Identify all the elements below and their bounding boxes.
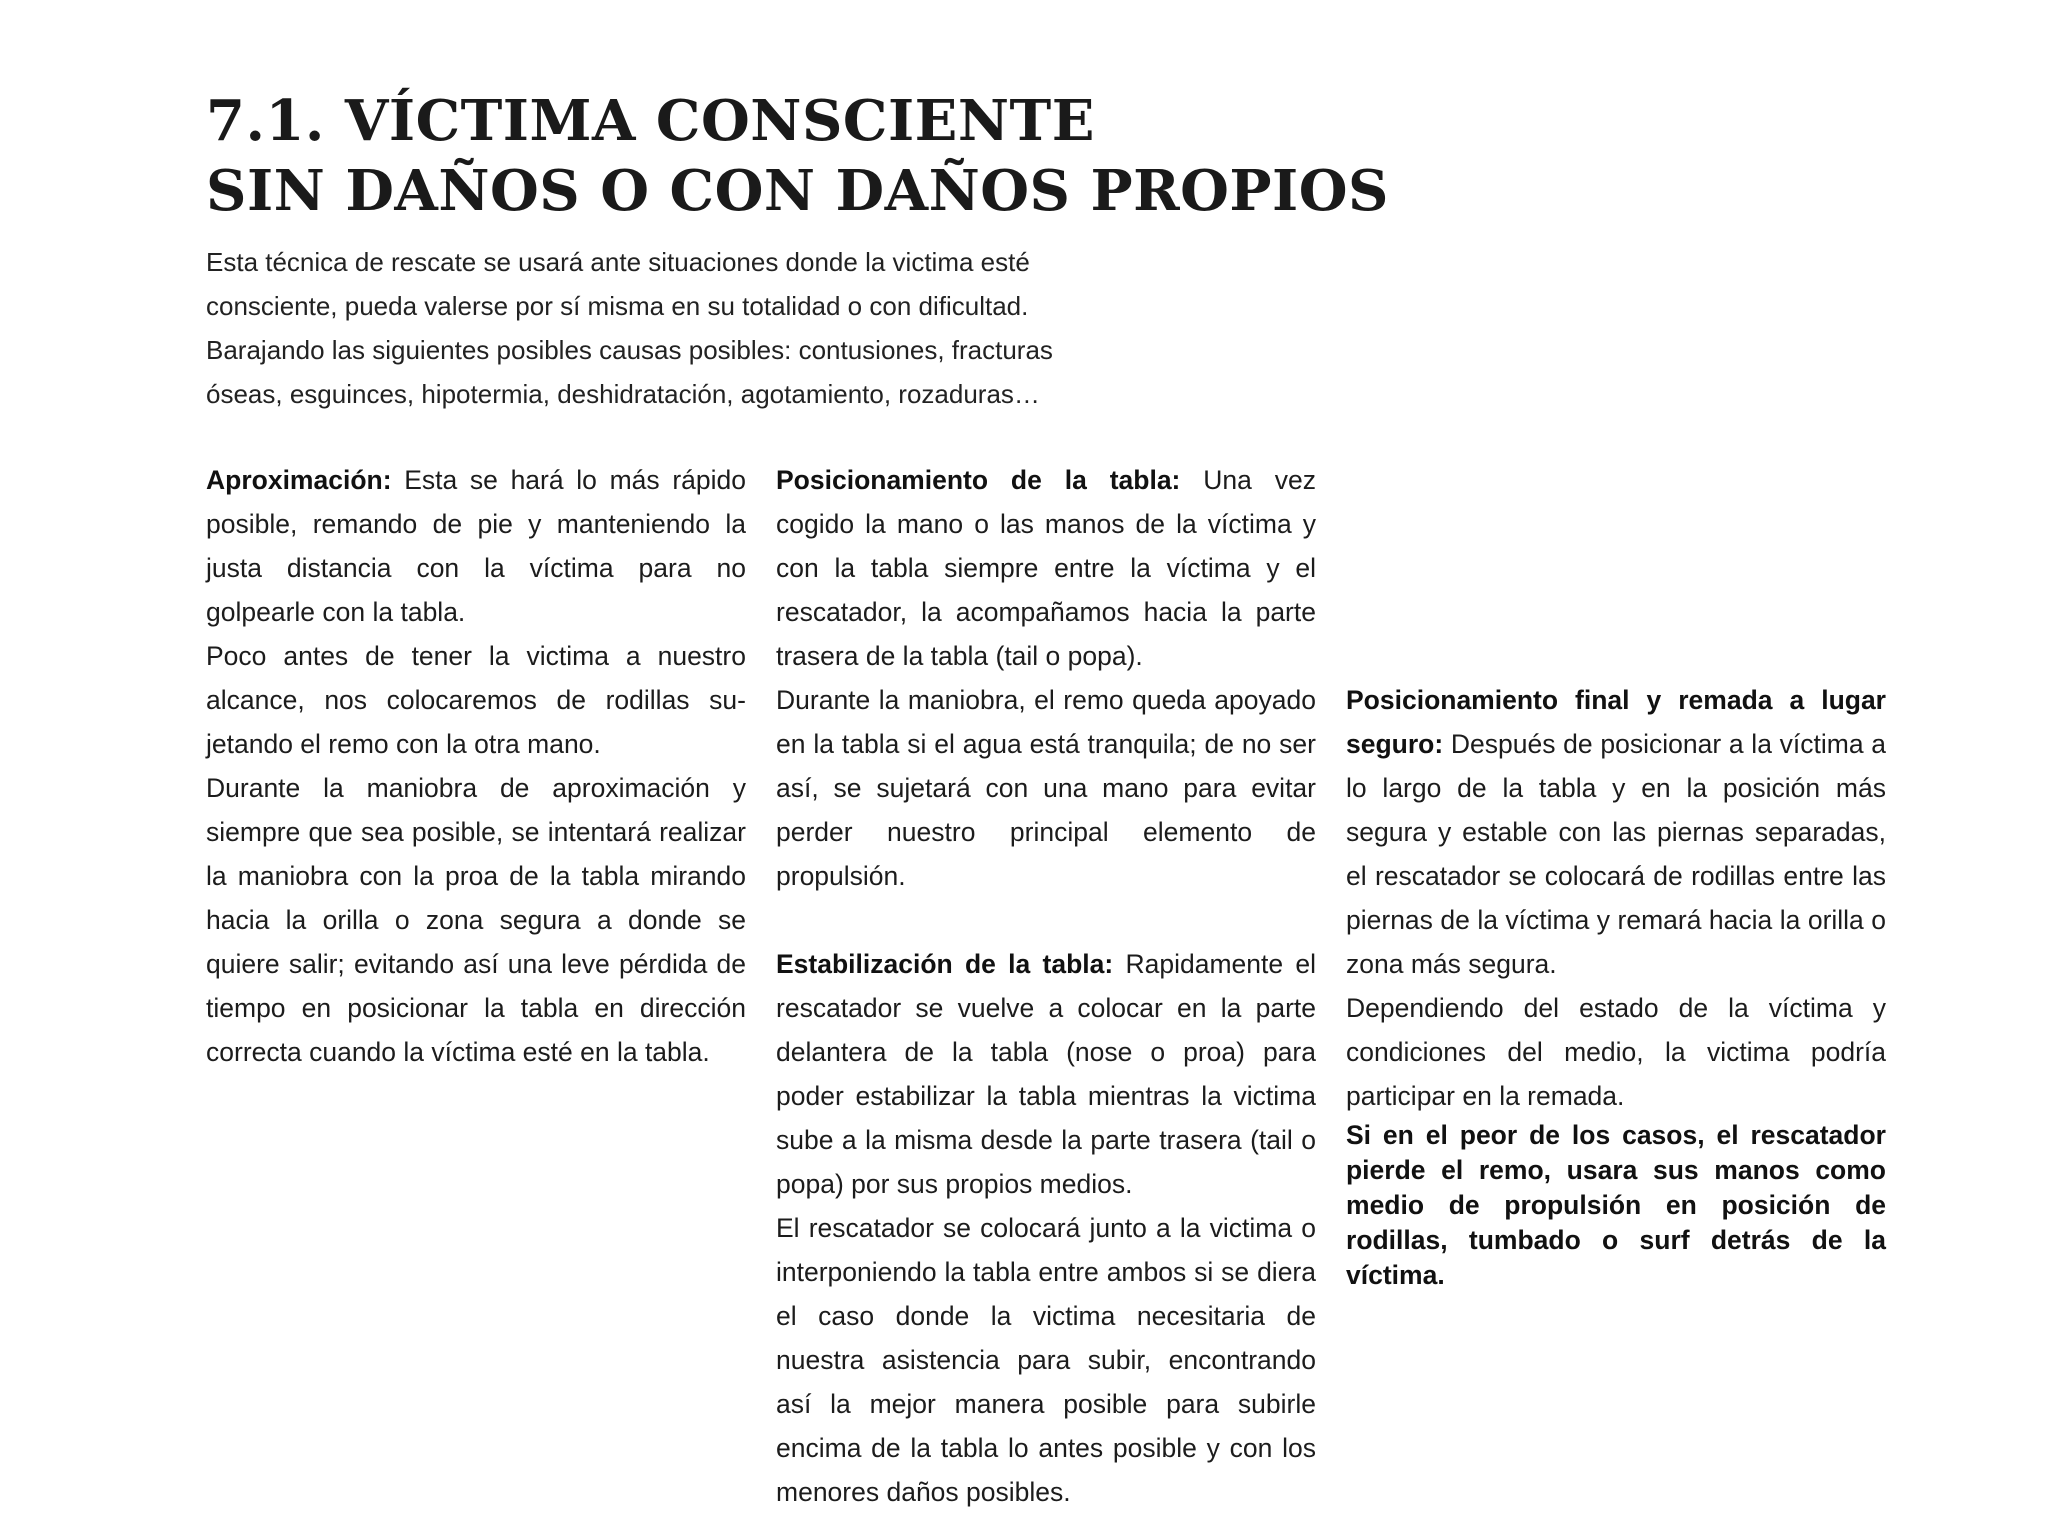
posicionamiento-heading: Posicionamiento de la tabla: — [776, 465, 1181, 495]
column-2 — [776, 458, 1316, 1514]
aproximacion-paragraph-1 — [206, 458, 746, 634]
final-text-1: Después de posicionar a la víctima a lo largo de la tabla y en la posición más segura y estable con las piernas separadas, el rescatador se colocará de rodillas entre las piernas de la víctima y remará hacia la orilla o zona más segura. — [1346, 729, 1886, 979]
section-spacer — [1346, 634, 1886, 678]
posicionamiento-paragraph-1 — [776, 458, 1316, 678]
aproximacion-text-1: Esta se hará lo más rápido posible, remando de pie y manteniendo la justa distancia con la víctima para no golpearle con la tabla. — [206, 465, 746, 627]
estabilizacion-text-1: Rapidamente el rescatador se vuelve a colocar en la parte delantera de la tabla (nose o proa) para poder estabilizar la tabla mientras la victima sube a la misma desde la parte trasera (tail o popa) por sus propios medios. — [776, 949, 1316, 1199]
final-bold-note: Si en el peor de los casos, el rescatador pierde el remo, usara sus manos como medio de propulsión en posición de rodillas, tumbado o surf detrás de la víctima. — [1346, 1120, 1886, 1290]
section-spacer — [776, 898, 1316, 942]
posicionamiento-paragraph-2: Durante la maniobra, el remo queda apoyado en la tabla si el agua está tranquila; de no ser así, se sujetará con una mano para evitar perder nuestro principal elemento de propulsión. — [776, 685, 1316, 891]
final-paragraph-2: Dependiendo del estado de la víctima y condiciones del medio, la victima podría participar en la remada. — [1346, 993, 1886, 1111]
estabilizacion-paragraph-1 — [776, 942, 1316, 1206]
estabilizacion-heading: Estabilización de la tabla: — [776, 949, 1114, 979]
final-paragraph-1 — [1346, 678, 1886, 986]
title-line-1: 7.1. VÍCTIMA CONSCIENTE — [206, 88, 1095, 154]
intro-paragraph: Esta técnica de rescate se usará ante situaciones donde la victima esté consciente, pueda valerse por sí misma en su totalidad o con dificultad. Barajando las siguientes posibles causas posibles: contusiones, fracturas óseas, esguinces, hipotermia, deshidratación, agotamiento, rozaduras… — [206, 247, 1053, 409]
aproximacion-paragraph-3: Durante la maniobra de aproximación y siempre que sea posible, se intentará realizar la maniobra con la proa de la tabla mirando hacia la orilla o zona segura a donde se quiere salir; evitando así una leve pérdida de tiempo en posicionar la tabla en dirección correcta cuando la víctima esté en la tabla. — [206, 773, 746, 1067]
estabilizacion-paragraph-2: El rescatador se colocará junto a la victima o interponiendo la tabla entre ambos si se diera el caso donde la victima necesitaria de nuestra asistencia para subir, encontrando así la mejor manera posible para subirle encima de la tabla lo antes posible y con los menores daños posibles. — [776, 1213, 1316, 1507]
page-title — [206, 86, 1606, 226]
aproximacion-heading: Aproximación: — [206, 465, 392, 495]
final-heading: Posicionamiento final y remada a lugar seguro: — [1346, 685, 1886, 759]
column-1 — [206, 458, 746, 1074]
continued-text-spacer — [1346, 458, 1886, 634]
aproximacion-paragraph-2: Poco antes de tener la victima a nuestro alcance, nos colocaremos de rodillas sujetando el remo con la otra mano. — [206, 641, 746, 759]
title-line-2: SIN DAÑOS O CON DAÑOS PROPIOS — [206, 158, 1389, 224]
column-3 — [1346, 458, 1886, 1293]
posicionamiento-text-1: Una vez cogido la mano o las manos de la víctima y con la tabla siempre entre la víctima y el rescatador, la acompañamos hacia la parte trasera de la tabla (tail o popa). — [776, 465, 1317, 671]
